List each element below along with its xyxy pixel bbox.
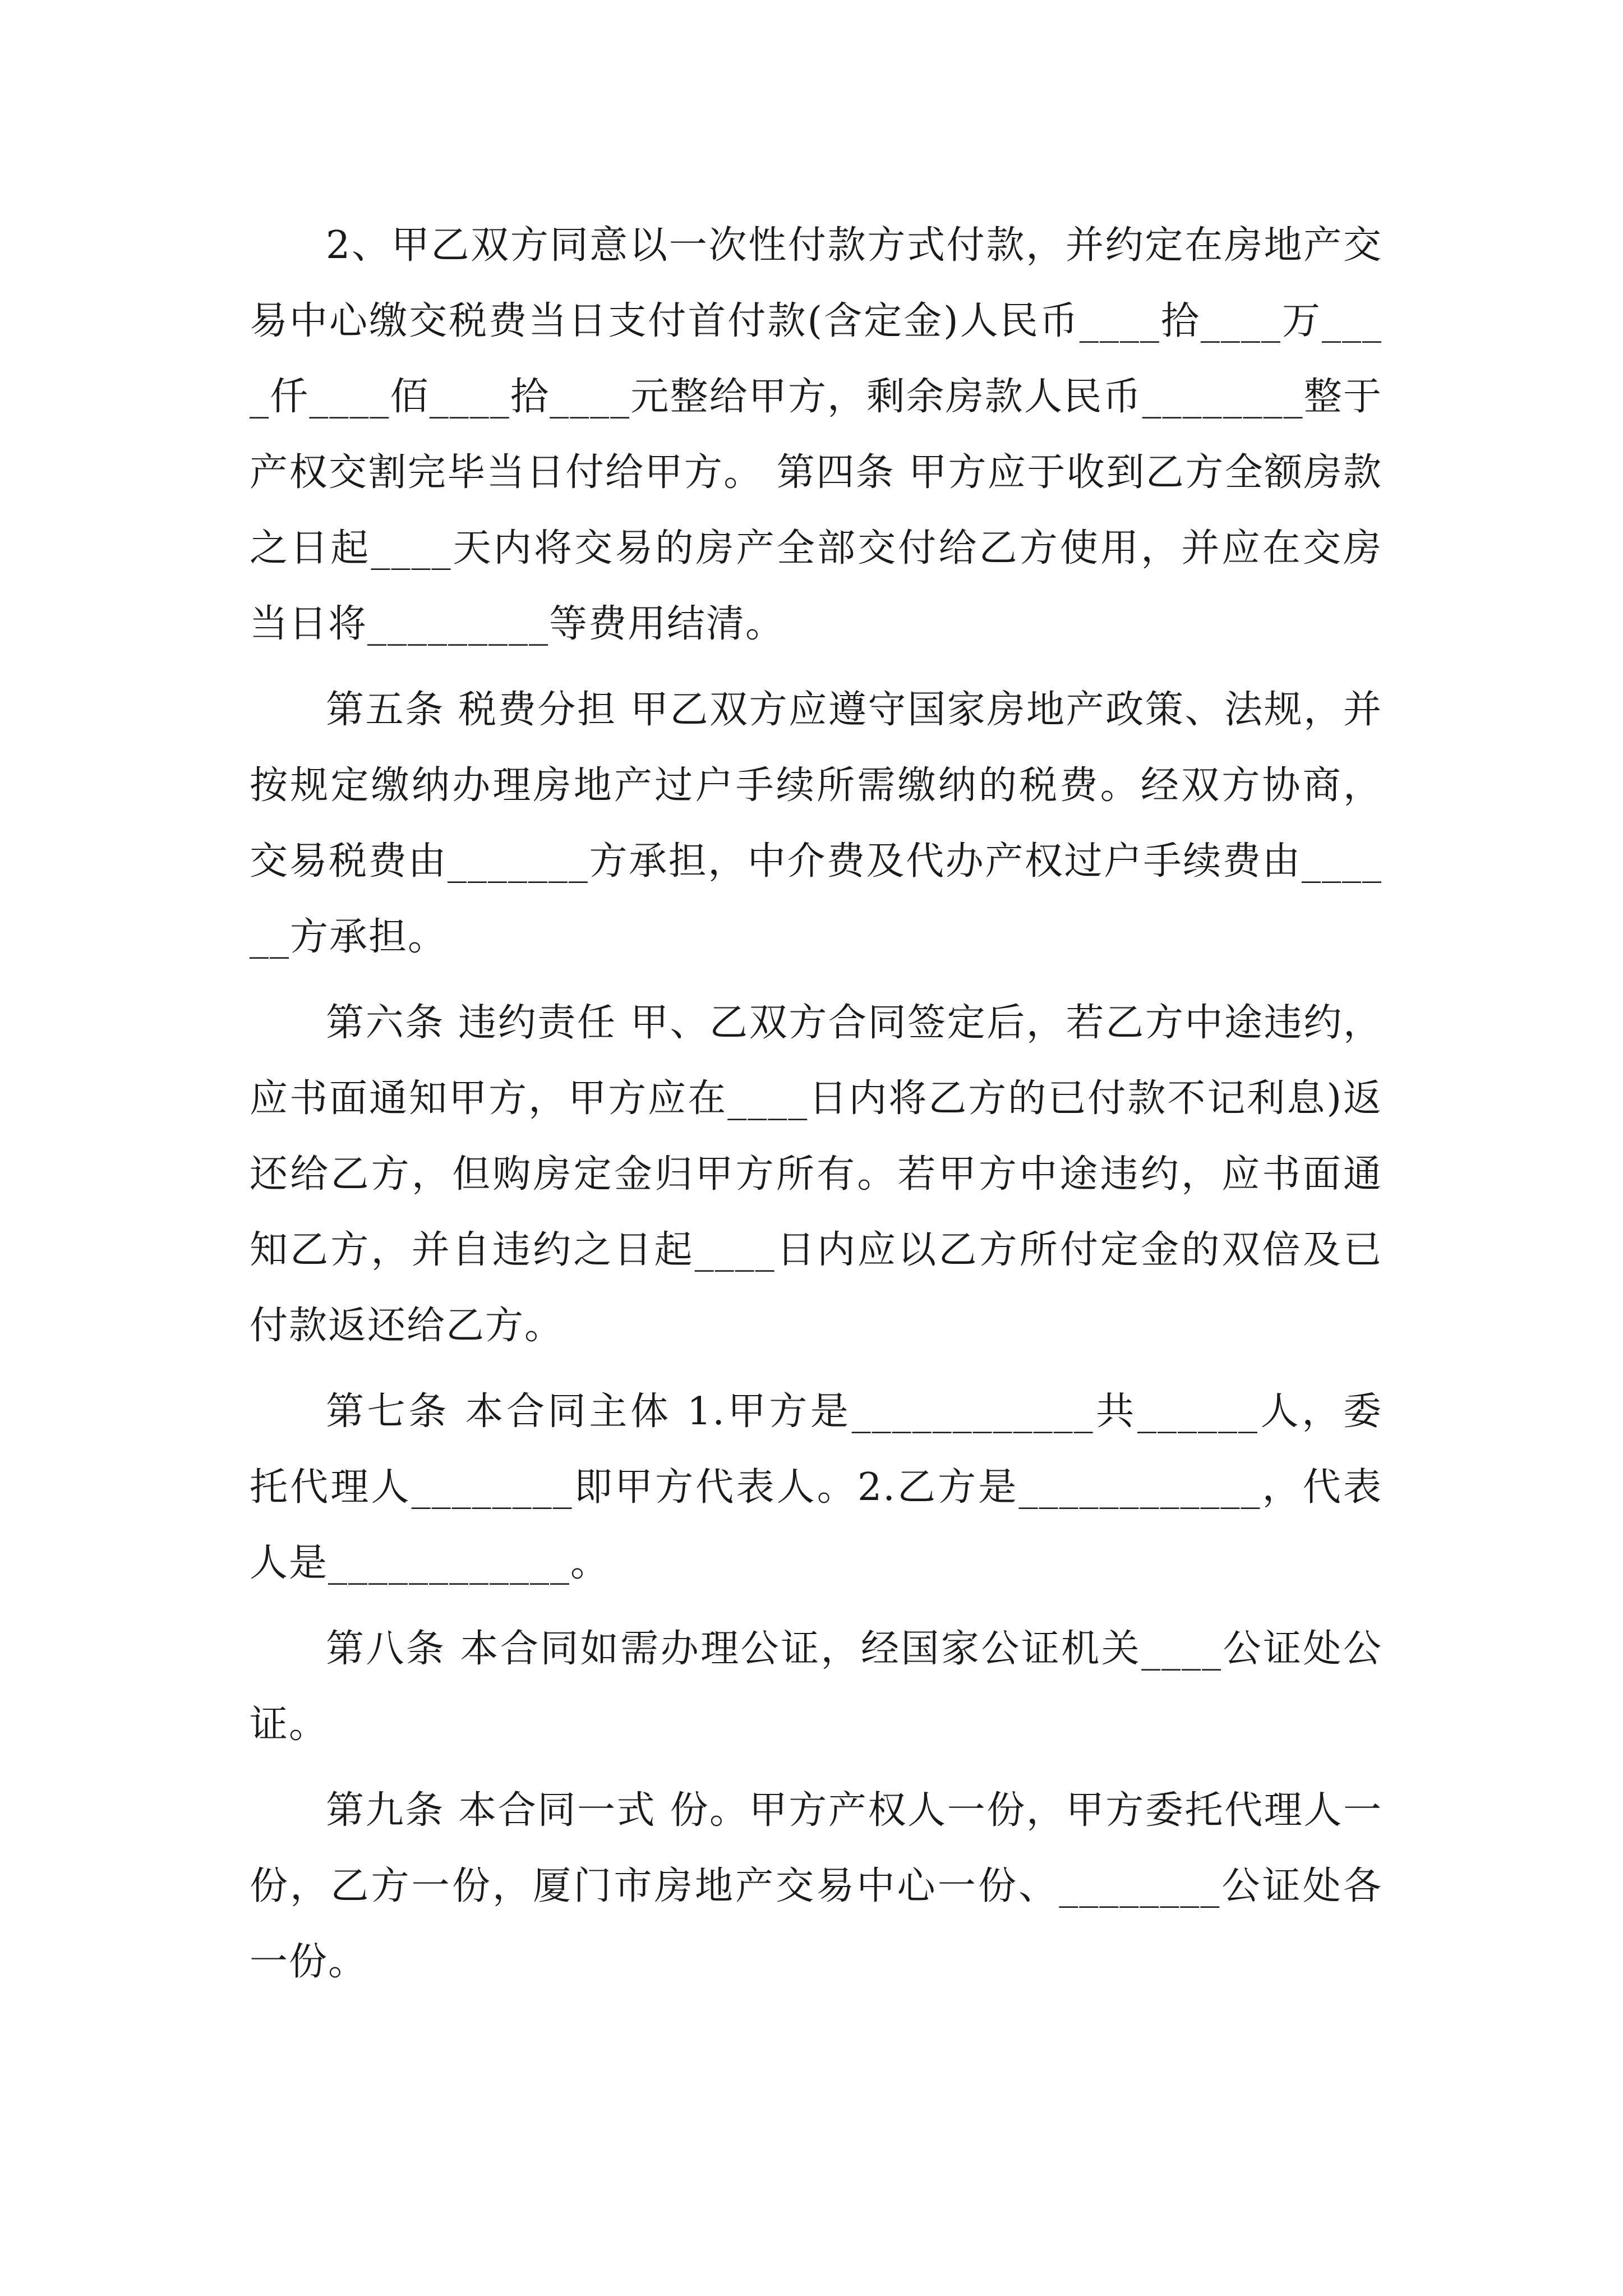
- document-body: [250, 208, 1382, 2010]
- paragraph-article-5-taxes: 第五条 税费分担 甲乙双方应遵守国家房地产政策、法规，并按规定缴纳办理房地产过户手续所需缴纳的税费。经双方协商，交易税费由_______方承担，中介费及代办产权过户手续费由______方承担。: [250, 688, 1382, 959]
- paragraph-payment: 2、甲乙双方同意以一次性付款方式付款，并约定在房地产交易中心缴交税费当日支付首付款(含定金)人民币____拾____万____仟____佰____拾____元整给甲方，剩余房款人民币________整于产权交割完毕当日付给甲方。 第四条 甲方应于收到乙方全额房款之日起____天内将交易的房产全部交付给乙方使用，并应在交房当日将_________等费用结清。: [250, 223, 1382, 646]
- paragraph-article-9-copies: 第九条 本合同一式 份。甲方产权人一份，甲方委托代理人一份，乙方一份，厦门市房地产交易中心一份、________公证处各一份。: [250, 1788, 1382, 1984]
- paragraph-article-8-notarization: 第八条 本合同如需办理公证，经国家公证机关____公证处公证。: [250, 1627, 1382, 1747]
- paragraph-article-6-breach: 第六条 违约责任 甲、乙双方合同签定后，若乙方中途违约，应书面通知甲方，甲方应在____日内将乙方的已付款不记利息)返还给乙方，但购房定金归甲方所有。若甲方中途违约，应书面通知乙方，并自违约之日起____日内应以乙方所付定金的双倍及已付款返还给乙方。: [250, 1001, 1382, 1348]
- paragraph-article-7-parties: 第七条 本合同主体 1.甲方是____________共______人，委托代理人________即甲方代表人。2.乙方是____________，代表人是____________。: [250, 1389, 1382, 1585]
